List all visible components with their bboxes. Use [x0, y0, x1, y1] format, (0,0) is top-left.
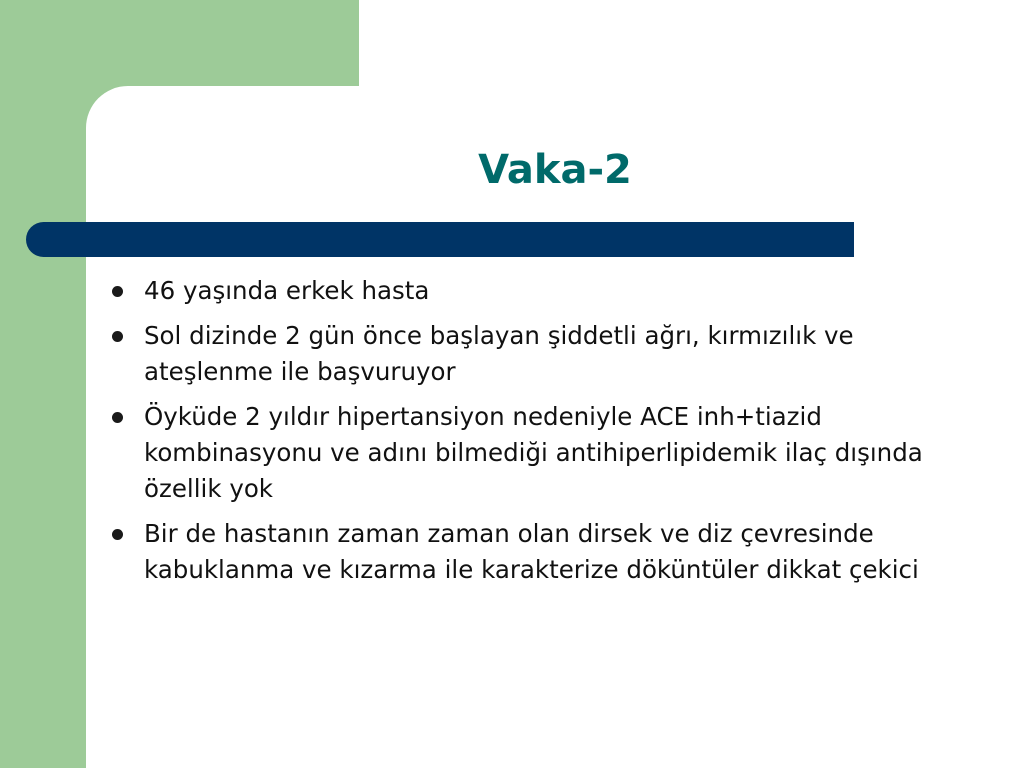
bullet-text: Sol dizinde 2 gün önce başlayan şiddetli ağrı, kırmızılık ve ateşlenme ile başvuruyor	[144, 321, 854, 386]
bullet-text: 46 yaşında erkek hasta	[144, 276, 430, 305]
bullet-item	[104, 399, 984, 507]
bullet-item	[104, 516, 984, 588]
bullet-text: Öyküde 2 yıldır hipertansiyon nedeniyle ACE inh+tiazid kombinasyonu ve adını bilmediği antihiperlipidemik ilaç dışında özellik yok	[144, 402, 923, 503]
bullet-dot-icon	[112, 412, 123, 423]
bullet-dot-icon	[112, 529, 123, 540]
bullet-item	[104, 273, 984, 309]
title-underline-bar	[26, 222, 854, 257]
bullet-list	[104, 273, 984, 597]
bullet-item	[104, 318, 984, 390]
slide-title: Vaka-2	[478, 147, 632, 193]
bullet-dot-icon	[112, 286, 123, 297]
bullet-dot-icon	[112, 331, 123, 342]
bullet-text: Bir de hastanın zaman zaman olan dirsek ve diz çevresinde kabuklanma ve kızarma ile karakterize döküntüler dikkat çekici	[144, 519, 919, 584]
